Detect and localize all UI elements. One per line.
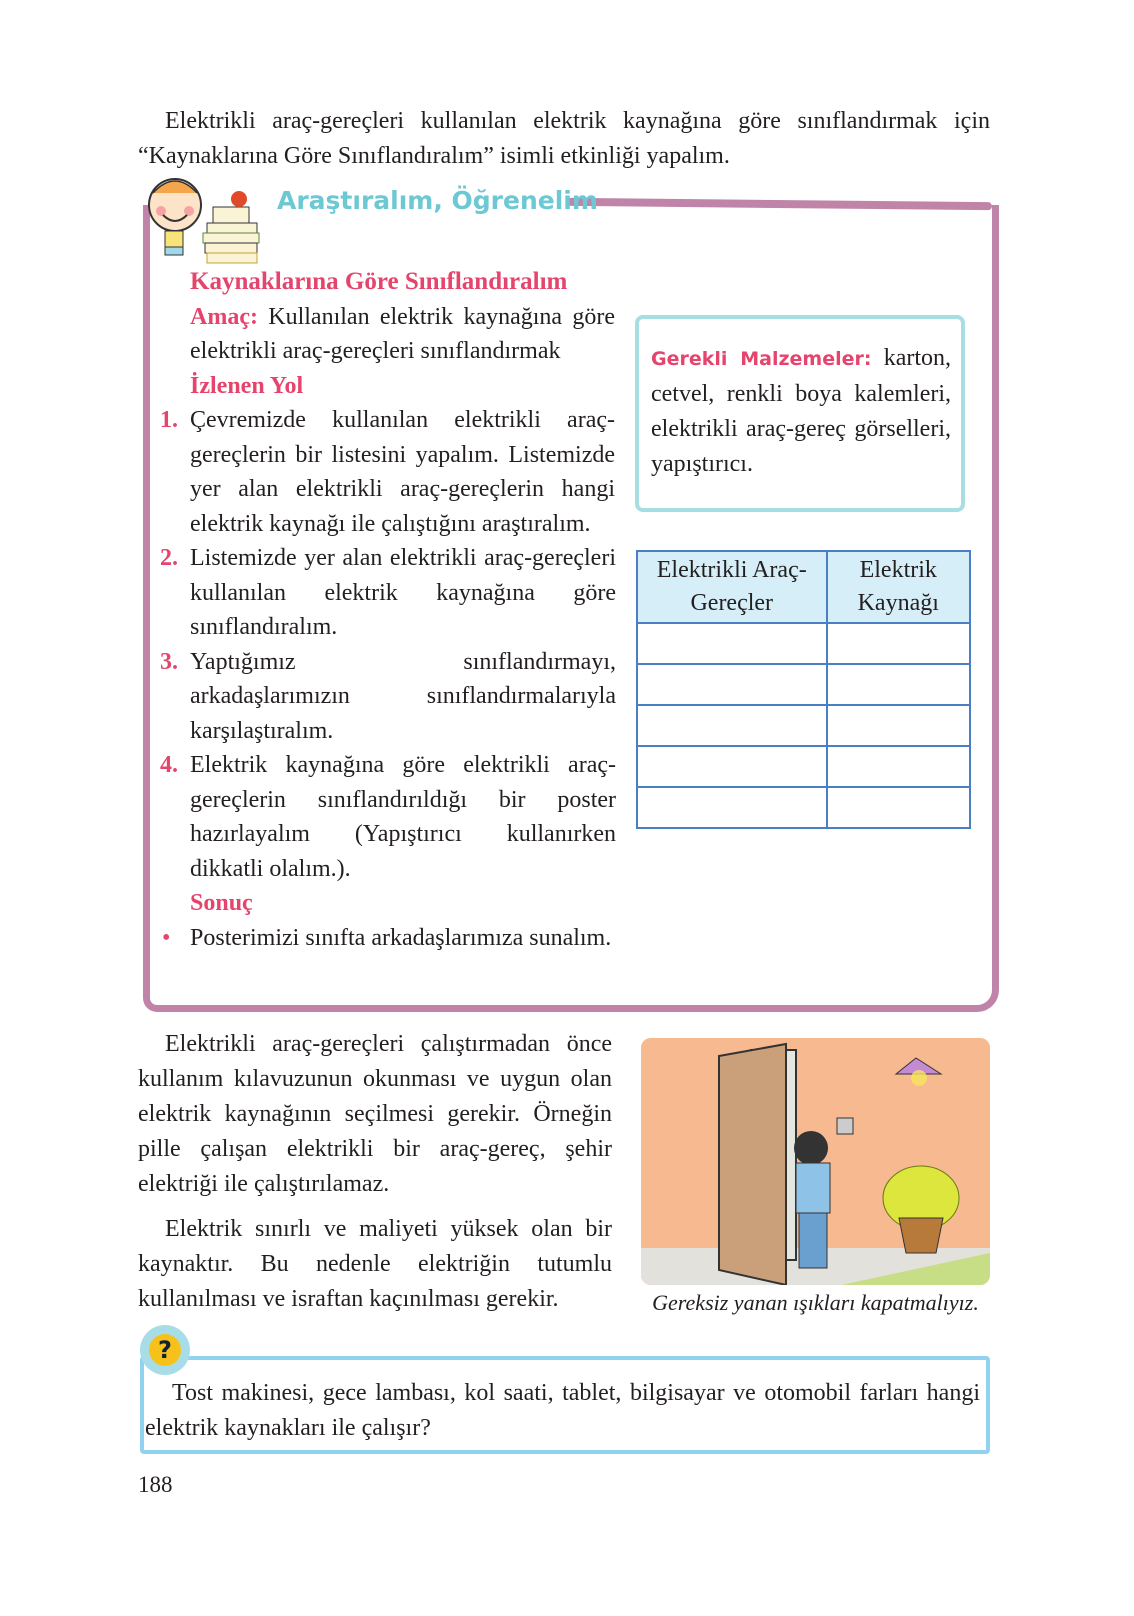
materials-text: karton, cetvel, renkli boya kalemleri, elektrikli araç-gereç görselleri, yapıştırıcı.	[651, 345, 951, 477]
result-label: Sonuç	[190, 890, 253, 916]
question-icon	[140, 1325, 190, 1375]
paragraph: Elektrikli araç-gereçleri çalıştırmadan önce kullanım kılavuzunun okunması ve uygun olan elektrik kaynağının seçilmesi gerekir. Örneğin pille çalışan elektrikli bir araç-gereç, şehir elektriği ile çalıştırılamaz.	[138, 1031, 612, 1197]
turning-off-light-illustration	[641, 1038, 990, 1285]
section-banner: Araştıralım, Öğrenelim	[277, 186, 598, 215]
step-text: Listemizde yer alan elektrikli araç-gereçleri kullanılan elektrik kaynağına göre sınıflandıralım.	[190, 545, 616, 640]
step-number: 3.	[160, 648, 178, 675]
method-label: İzlenen Yol	[190, 372, 304, 399]
table-header: Elektrik Kaynağı	[827, 551, 971, 623]
result-text: Posterimizi sınıfta arkadaşlarımıza sunalım.	[190, 924, 612, 951]
aim	[190, 300, 965, 369]
step-number: 4.	[160, 752, 178, 778]
step-4	[160, 748, 965, 886]
aim-label: Amaç:	[190, 303, 258, 330]
paragraph: Elektrik sınırlı ve maliyeti yüksek olan bir kaynaktır. Bu nedenle elektriğin tutumlu kullanılması ve israftan kaçınılması gerekir.	[138, 1216, 612, 1312]
intro-paragraph: Elektrikli araç-gereçleri kullanılan elektrik kaynağına göre sınıflandırmak için “Kaynaklarına Göre Sınıflandıralım” isimli etkinliği yapalım.	[138, 108, 990, 169]
question-text: Tost makinesi, gece lambası, kol saati, tablet, bilgisayar ve otomobil farları hangi elektrik kaynakları ile çalışır?	[145, 1380, 980, 1441]
bullet-icon: •	[162, 924, 171, 951]
activity-content	[160, 265, 965, 955]
step-text: Yaptığımız sınıflandırmayı, arkadaşlarımızın sınıflandırmalarıyla karşılaştıralım.	[190, 648, 616, 744]
table-header: Elektrikli Araç-Gereçler	[637, 551, 827, 623]
body-text	[138, 1027, 612, 1327]
figure-caption: Gereksiz yanan ışıkları kapatmalıyız.	[652, 1290, 979, 1315]
question-mark: ?	[149, 1334, 181, 1366]
step-2	[160, 541, 965, 645]
step-1	[160, 403, 965, 541]
activity-title: Kaynaklarına Göre Sınıflandıralım	[190, 268, 568, 295]
page-number: 188	[138, 1472, 173, 1497]
result-item	[162, 921, 965, 956]
step-text: Elektrik kaynağına göre elektrikli araç-gereçlerin sınıflandırıldığı bir poster hazırlayalım (Yapıştırıcı kullanırken dikkatli olalım.).	[190, 752, 616, 882]
step-number: 2.	[160, 545, 178, 571]
step-text: Çevremizde kullanılan elektrikli araç-gereçlerin bir listesini yapalım. Listemizde yer alan elektrikli araç-gereçlerin hangi elektrik kaynağı ile çalıştığını araştıralım.	[190, 407, 615, 537]
child-with-books-illustration	[143, 175, 263, 265]
step-3	[160, 645, 965, 749]
aim-text: Kullanılan elektrik kaynağına göre elektrikli araç-gereçleri sınıflandırmak	[190, 303, 615, 364]
step-number: 1.	[160, 407, 178, 433]
materials-label: Gerekli Malzemeler:	[651, 348, 872, 370]
